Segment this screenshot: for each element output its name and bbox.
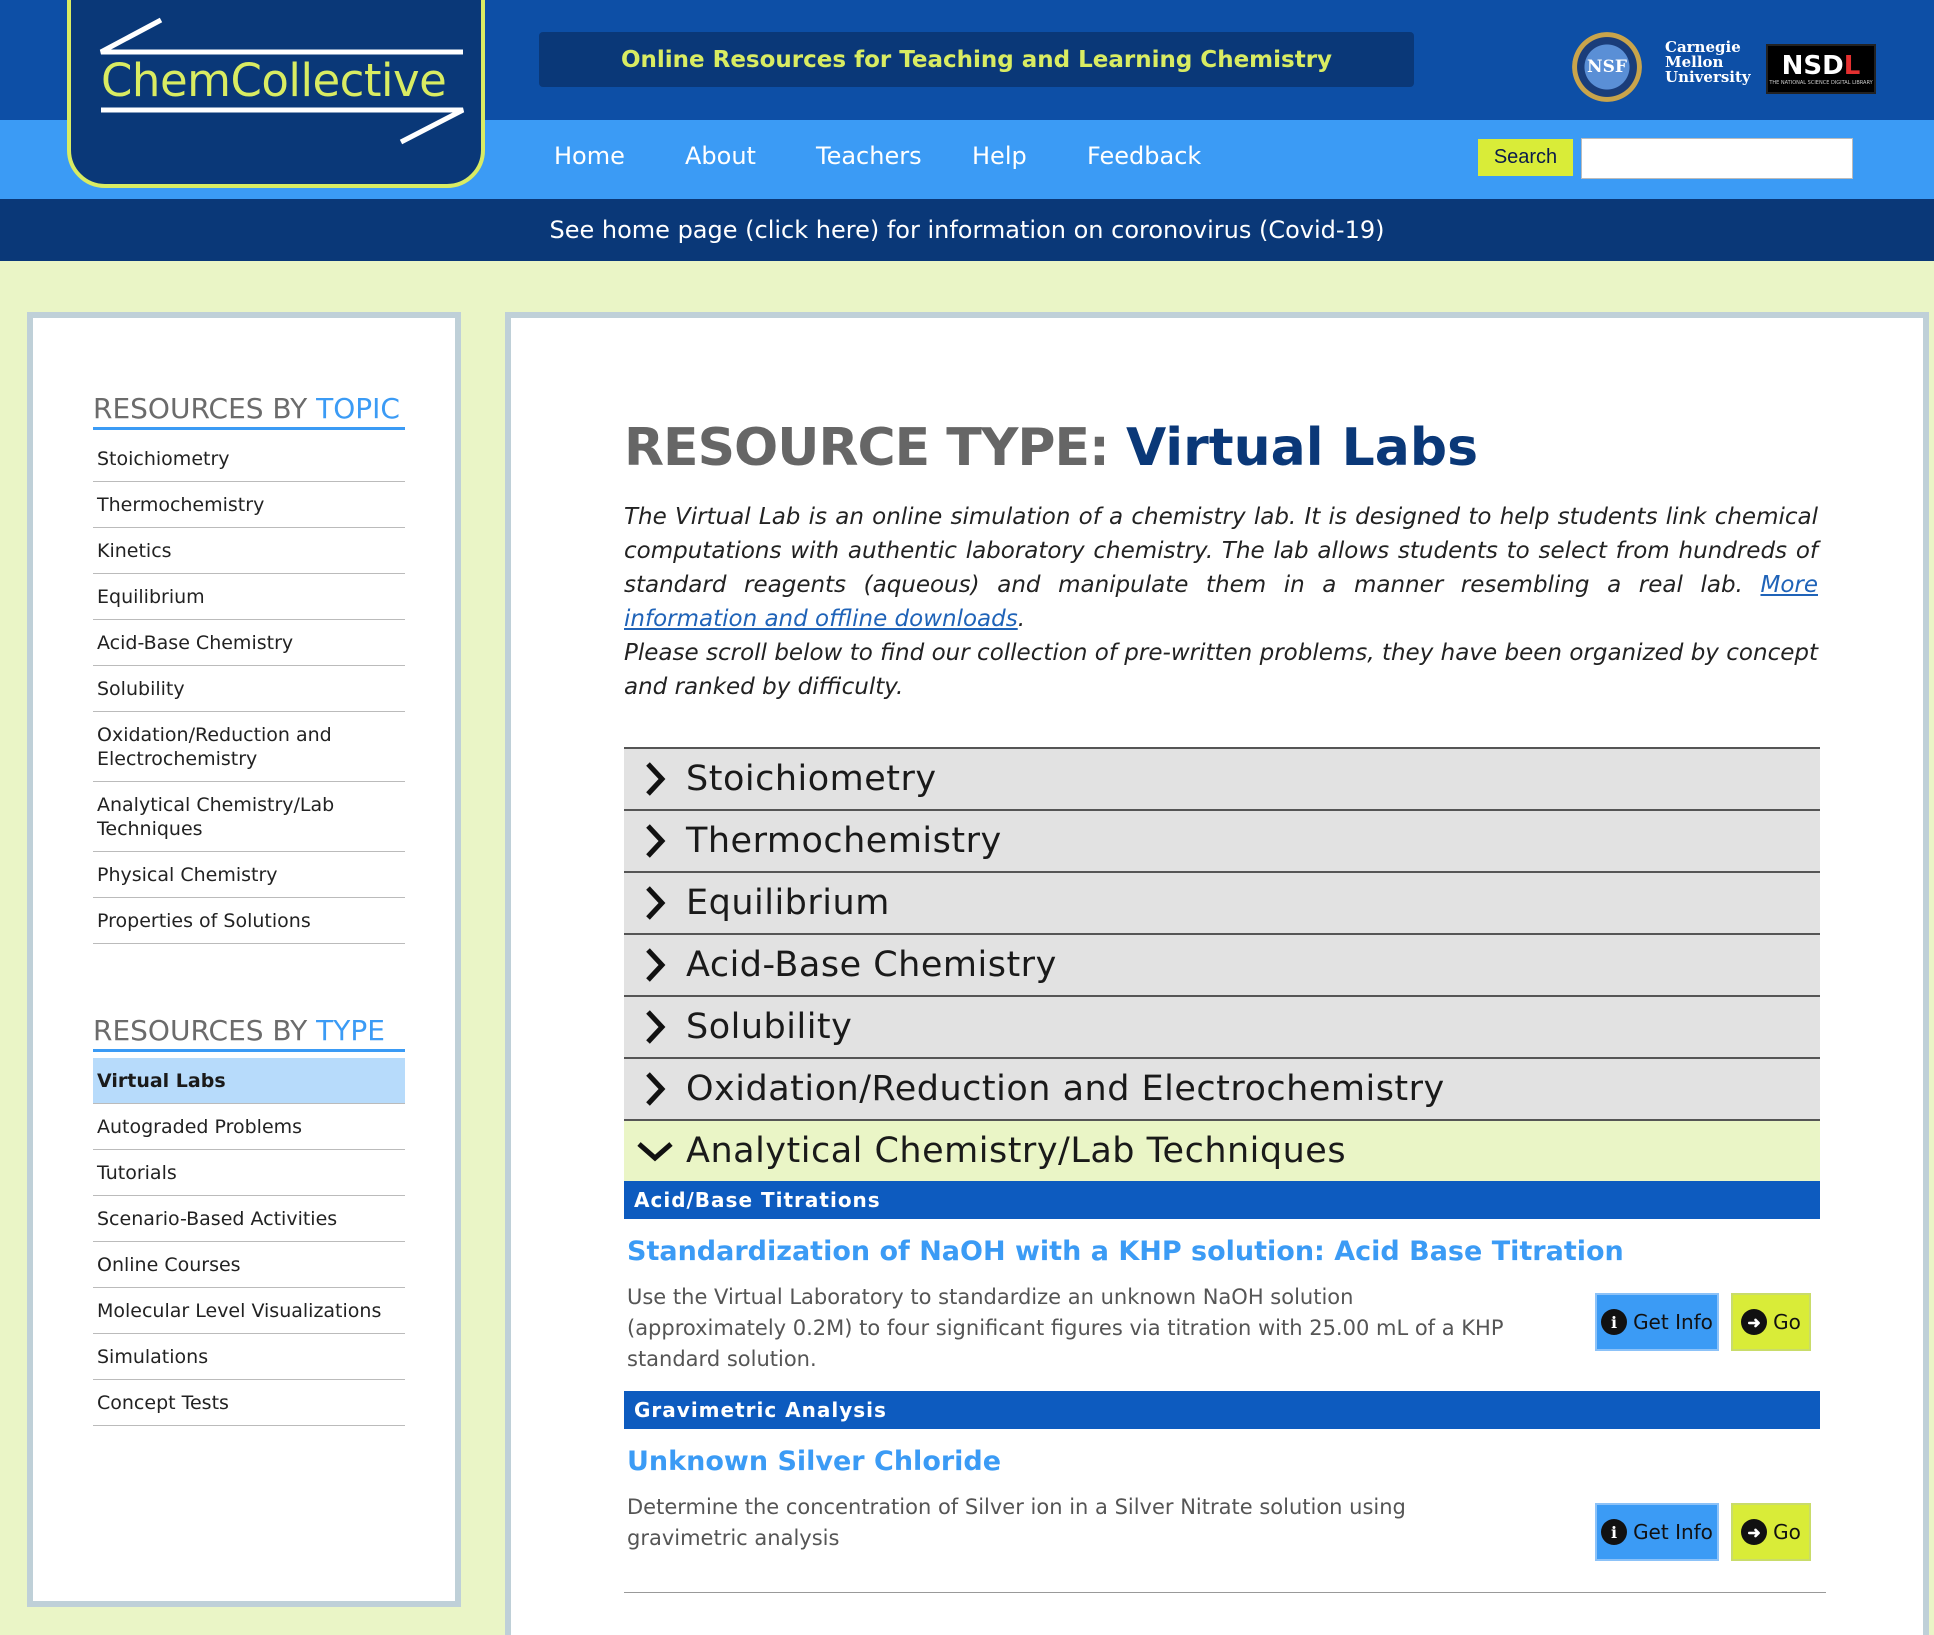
intro-paragraph: The Virtual Lab is an online simulation of a chemistry lab. It is designed to help students link chemical computations with authentic laboratory chemistry. The lab allows students to select from hundreds of standard reagents (aqueous) and manipulate them in a manner resembling a real lab. More information and offline downloads.: [624, 504, 1818, 632]
topic-item[interactable]: Properties of Solutions: [93, 898, 405, 944]
topic-item[interactable]: Physical Chemistry: [93, 852, 405, 898]
site-tagline: [539, 32, 1414, 87]
sidebar: [27, 312, 461, 1607]
type-item[interactable]: Simulations: [93, 1334, 405, 1380]
nav-home[interactable]: Home: [554, 142, 625, 170]
chevron-right-icon: [624, 946, 686, 984]
chemcollective-logo[interactable]: [67, 0, 485, 188]
topic-item[interactable]: Analytical Chemistry/Lab Techniques: [93, 782, 405, 852]
accordion-thermochemistry[interactable]: Thermochemistry: [624, 809, 1820, 871]
accordion-stoichiometry[interactable]: Stoichiometry: [624, 747, 1820, 809]
lab-title-link[interactable]: Standardization of NaOH with a KHP solution: Acid Base Titration: [627, 1236, 1624, 1267]
search-input[interactable]: [1581, 138, 1853, 179]
topic-item[interactable]: Stoichiometry: [93, 436, 405, 482]
topic-item[interactable]: Acid-Base Chemistry: [93, 620, 405, 666]
topic-list: [93, 436, 405, 944]
go-button[interactable]: ➜ Go: [1731, 1503, 1811, 1561]
group-heading-gravimetric: Gravimetric Analysis: [624, 1391, 1820, 1429]
covid-notice-bar: [0, 199, 1934, 261]
accordion-analytical-open[interactable]: Analytical Chemistry/Lab Techniques: [624, 1119, 1820, 1181]
topic-item[interactable]: Solubility: [93, 666, 405, 712]
type-item[interactable]: Online Courses: [93, 1242, 405, 1288]
page-title: RESOURCE TYPE: Virtual Labs: [624, 418, 1479, 478]
nsdl-logo[interactable]: NSDL THE NATIONAL SCIENCE DIGITAL LIBRARY: [1766, 44, 1876, 94]
nav-help[interactable]: Help: [972, 142, 1027, 170]
type-item[interactable]: Concept Tests: [93, 1380, 405, 1426]
arrow-right-icon: ➜: [1741, 1309, 1767, 1335]
logo-text: ChemCollective: [101, 54, 447, 107]
chevron-down-icon: [624, 1138, 686, 1164]
lab-description: Use the Virtual Laboratory to standardize an unknown NaOH solution (approximately 0.2M) to four significant figures via titration with 25.00 mL of a KHP standard solution.: [627, 1285, 1504, 1371]
arrow-right-icon: ➜: [1741, 1519, 1767, 1545]
type-item[interactable]: Autograded Problems: [93, 1104, 405, 1150]
covid-notice-link[interactable]: See home page (click here) for information on coronovirus (Covid-19): [549, 216, 1385, 244]
accordion-acid-base[interactable]: Acid-Base Chemistry: [624, 933, 1820, 995]
topic-item[interactable]: Kinetics: [93, 528, 405, 574]
chevron-right-icon: [624, 1008, 686, 1046]
type-item[interactable]: Scenario-Based Activities: [93, 1196, 405, 1242]
section-divider: [624, 1592, 1826, 1593]
nav-feedback[interactable]: Feedback: [1087, 142, 1202, 170]
cmu-logo[interactable]: Carnegie Mellon University: [1665, 38, 1751, 86]
nav-about[interactable]: About: [685, 142, 756, 170]
chevron-right-icon: [624, 760, 686, 798]
chevron-right-icon: [624, 822, 686, 860]
scroll-paragraph: Please scroll below to find our collection of pre-written problems, they have been organized by concept and ranked by difficulty.: [624, 640, 1818, 700]
search-button[interactable]: Search: [1478, 139, 1573, 176]
accordion-solubility[interactable]: Solubility: [624, 995, 1820, 1057]
go-button[interactable]: ➜ Go: [1731, 1293, 1811, 1351]
accordion-redox[interactable]: Oxidation/Reduction and Electrochemistry: [624, 1057, 1820, 1119]
topic-item[interactable]: Equilibrium: [93, 574, 405, 620]
type-item[interactable]: Molecular Level Visualizations: [93, 1288, 405, 1334]
chevron-right-icon: [624, 1070, 686, 1108]
group-heading-titrations: Acid/Base Titrations: [624, 1181, 1820, 1219]
topic-item[interactable]: Oxidation/Reduction and Electrochemistry: [93, 712, 405, 782]
type-item[interactable]: Tutorials: [93, 1150, 405, 1196]
get-info-button[interactable]: i Get Info: [1595, 1293, 1719, 1351]
type-list: [93, 1058, 405, 1426]
tagline-text: Online Resources for Teaching and Learning Chemistry: [620, 46, 1333, 73]
lab-description: Determine the concentration of Silver ion in a Silver Nitrate solution using gravimetric analysis: [627, 1495, 1406, 1550]
main-content: [505, 312, 1929, 1635]
info-icon: i: [1601, 1519, 1627, 1545]
resources-by-type-heading: RESOURCES BY TYPE: [93, 1014, 405, 1052]
topic-item[interactable]: Thermochemistry: [93, 482, 405, 528]
resources-by-topic-heading: RESOURCES BY TOPIC: [93, 392, 405, 430]
get-info-button[interactable]: i Get Info: [1595, 1503, 1719, 1561]
accordion-equilibrium[interactable]: Equilibrium: [624, 871, 1820, 933]
type-item-active[interactable]: Virtual Labs: [93, 1058, 405, 1104]
info-icon: i: [1601, 1309, 1627, 1335]
nsf-logo[interactable]: NSF: [1572, 32, 1642, 102]
lab-title-link[interactable]: Unknown Silver Chloride: [627, 1446, 1002, 1477]
chevron-right-icon: [624, 884, 686, 922]
more-info-link[interactable]: More information and offline downloads: [624, 572, 1818, 632]
nav-teachers[interactable]: Teachers: [816, 142, 922, 170]
